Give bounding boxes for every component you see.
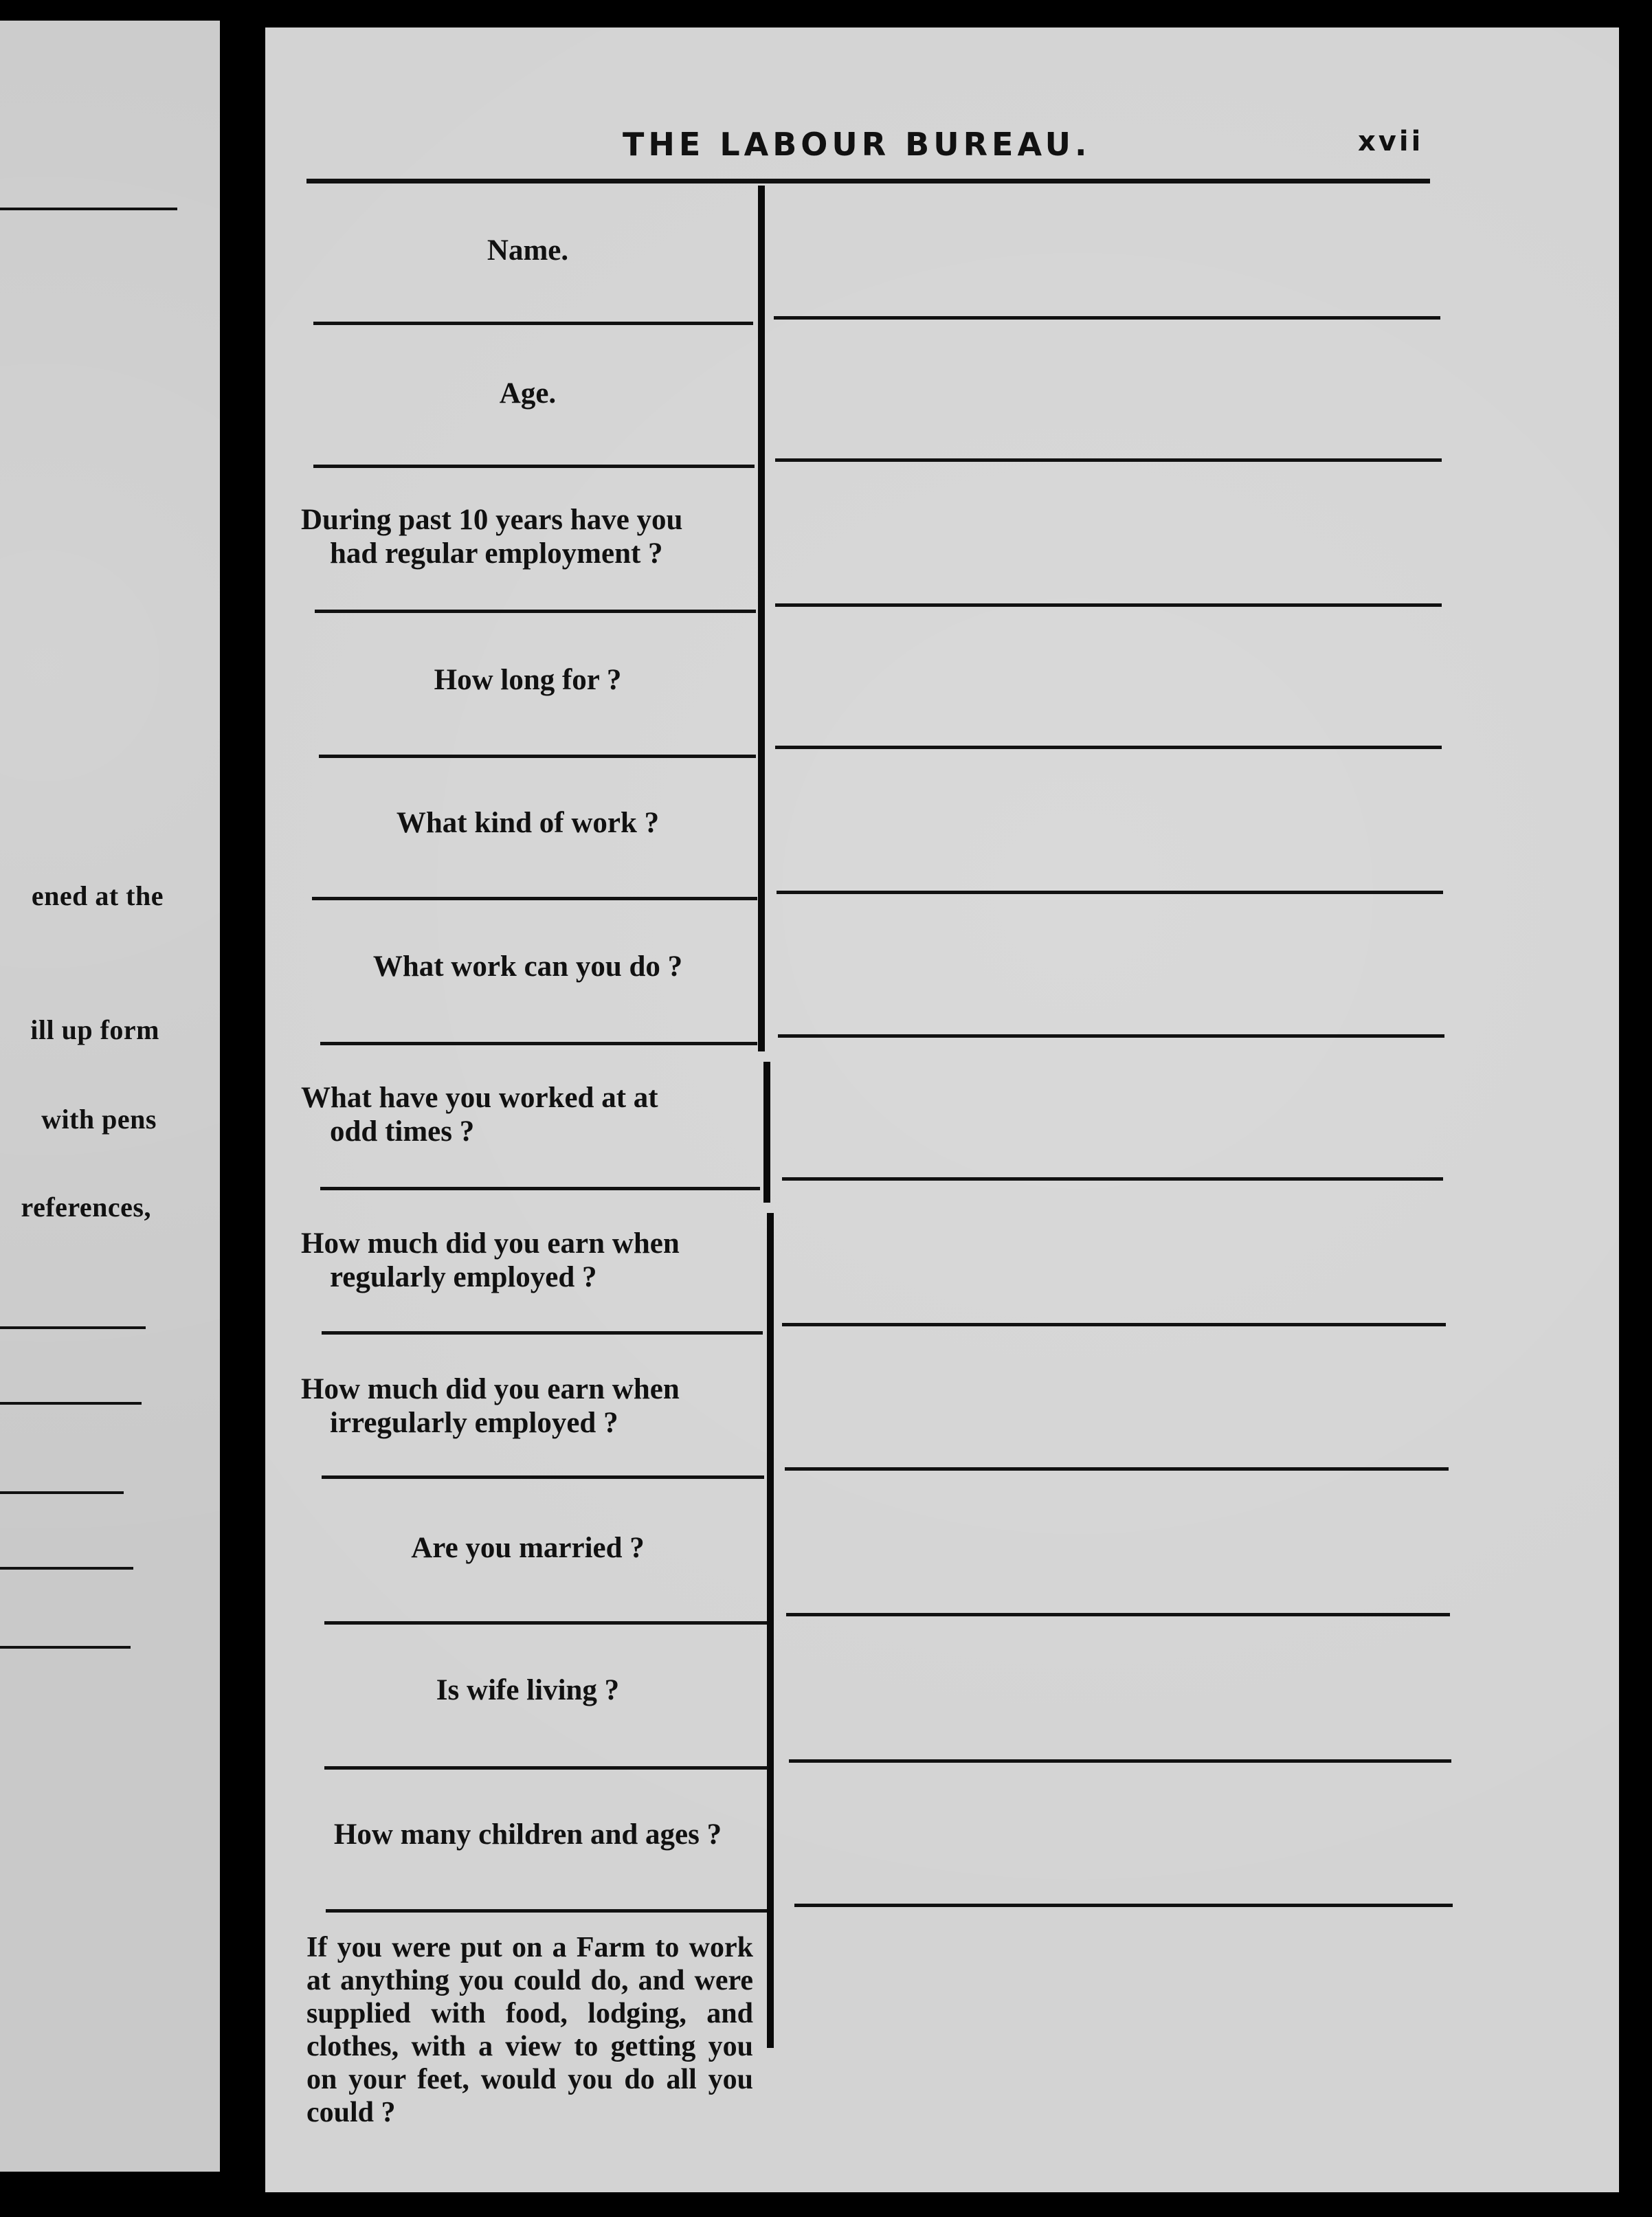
row-rule [320, 1042, 757, 1045]
answer-rule [786, 1613, 1450, 1616]
left-blank-line [0, 1402, 142, 1405]
column-divider [763, 1062, 770, 1203]
question-line: irregularly employed ? [330, 1407, 618, 1439]
row-rule [322, 1475, 764, 1479]
row-rule [326, 1909, 767, 1913]
question-kind-of-work: What kind of work ? [396, 807, 660, 839]
header-rule [306, 179, 1430, 183]
answer-rule [789, 1759, 1451, 1763]
left-blank-line [0, 1567, 133, 1570]
book-gutter [220, 0, 265, 2217]
left-text-fragment: ill up form [30, 1014, 159, 1045]
question-name: Name. [487, 234, 569, 267]
left-text-fragment: ened at the [31, 880, 164, 911]
column-divider [767, 1213, 774, 2048]
question-line: How much did you earn when [301, 1373, 680, 1405]
answer-rule [777, 891, 1443, 894]
answer-rule [778, 1034, 1444, 1038]
page-title: THE LABOUR BUREAU. [623, 126, 1091, 163]
row-rule [313, 322, 753, 325]
row-rule [319, 755, 756, 758]
question-farm-work: If you were put on a Farm to work at anything you could do, and were supplied with food, lodging, and clothes, with a view to getting you on your feet, would you do all you could ? [306, 1932, 753, 2128]
left-text-fragment: with pens [41, 1104, 157, 1135]
answer-rule [785, 1467, 1449, 1471]
answer-rule [774, 316, 1440, 320]
left-blank-line [0, 1326, 146, 1329]
column-divider [758, 186, 765, 1051]
question-children: How many children and ages ? [333, 1818, 722, 1851]
row-rule [324, 1766, 768, 1770]
left-blank-line [0, 1646, 131, 1649]
question-earn-irregular [301, 1372, 755, 1440]
question-how-long: How long for ? [434, 664, 622, 696]
left-blank-line [0, 1491, 124, 1494]
answer-rule [775, 458, 1442, 462]
row-rule [312, 897, 757, 900]
left-text-fragment: references, [21, 1192, 151, 1223]
answer-rule [775, 746, 1442, 749]
left-rule-top [0, 208, 177, 210]
form-page [265, 27, 1619, 2192]
row-rule [324, 1621, 767, 1625]
row-rule [313, 465, 755, 468]
answer-rule [782, 1177, 1443, 1181]
question-line: regularly employed ? [330, 1261, 597, 1293]
question-line: had regular employment ? [330, 537, 663, 570]
question-age: Age. [499, 377, 557, 410]
row-rule [320, 1187, 760, 1190]
question-work-can-do: What work can you do ? [372, 950, 683, 983]
page-edge [1619, 27, 1652, 2192]
answer-rule [794, 1904, 1453, 1907]
question-wife-living: Is wife living ? [436, 1674, 620, 1706]
row-rule [315, 610, 756, 613]
question-line: How much did you earn when [301, 1227, 680, 1260]
question-line: During past 10 years have you [301, 504, 683, 536]
left-page-fragment [0, 21, 220, 2172]
answer-rule [775, 603, 1442, 607]
question-earn-regular [301, 1227, 755, 1294]
row-rule [322, 1331, 763, 1335]
question-line: odd times ? [330, 1115, 475, 1148]
question-regular-employment [301, 503, 755, 570]
question-line: What have you worked at at [301, 1082, 658, 1114]
question-married: Are you married ? [411, 1532, 645, 1564]
page-number: xvii [1358, 126, 1424, 157]
answer-rule [782, 1323, 1446, 1326]
question-odd-times [301, 1081, 755, 1148]
